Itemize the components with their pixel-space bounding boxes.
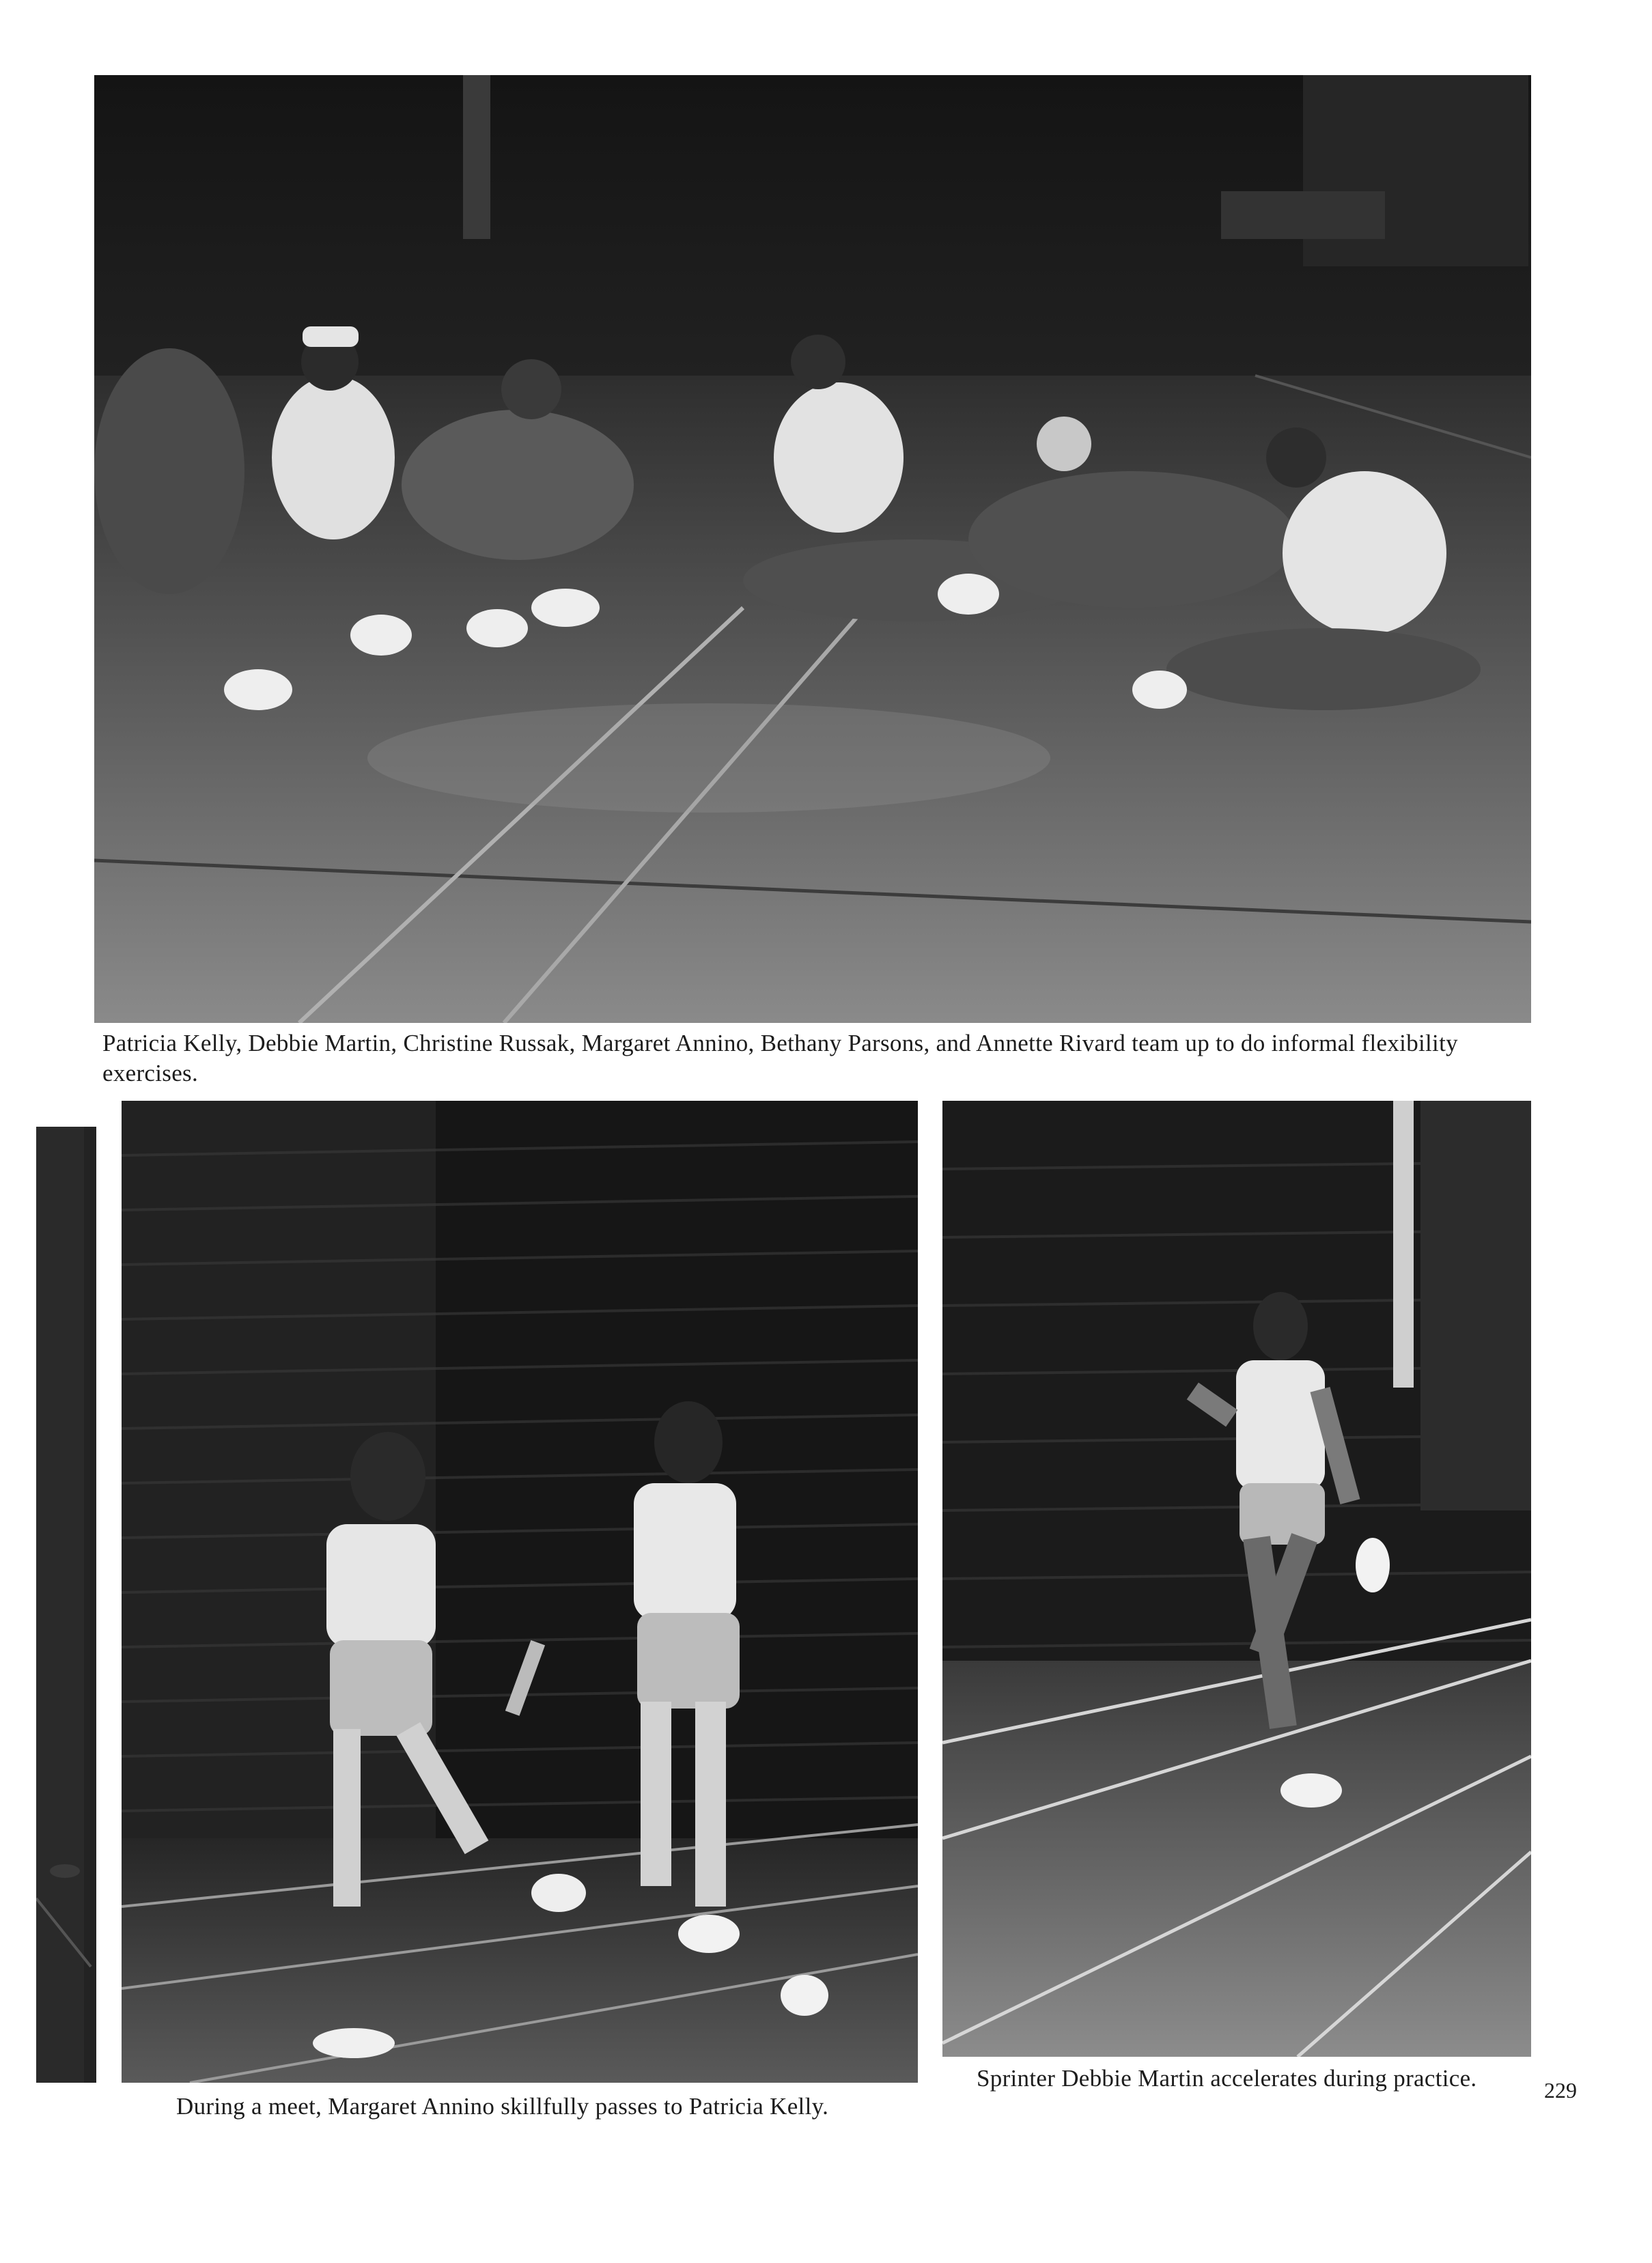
baton-pass-caption: During a meet, Margaret Annino skillfully passes to Patricia Kelly. — [176, 2093, 829, 2120]
page-edge-graphic — [36, 1127, 96, 2083]
sprinter-photo — [942, 1101, 1531, 2057]
page-edge-strip — [36, 1127, 96, 2083]
sprinter-caption: Sprinter Debbie Martin accelerates during practice. — [977, 2065, 1477, 2092]
baton-pass-image — [122, 1101, 918, 2083]
stretching-group-caption: Patricia Kelly, Debbie Martin, Christine Russak, Margaret Annino, Bethany Parsons, and Annette Rivard team up to do informal flexibility exercises. — [102, 1030, 1458, 1086]
stretching-group-photo — [94, 75, 1531, 1023]
stretching-group-image — [94, 75, 1531, 1023]
baton-pass-photo — [122, 1101, 918, 2083]
sprinter-image — [942, 1101, 1531, 2057]
page-number: 229 — [1544, 2078, 1577, 2103]
